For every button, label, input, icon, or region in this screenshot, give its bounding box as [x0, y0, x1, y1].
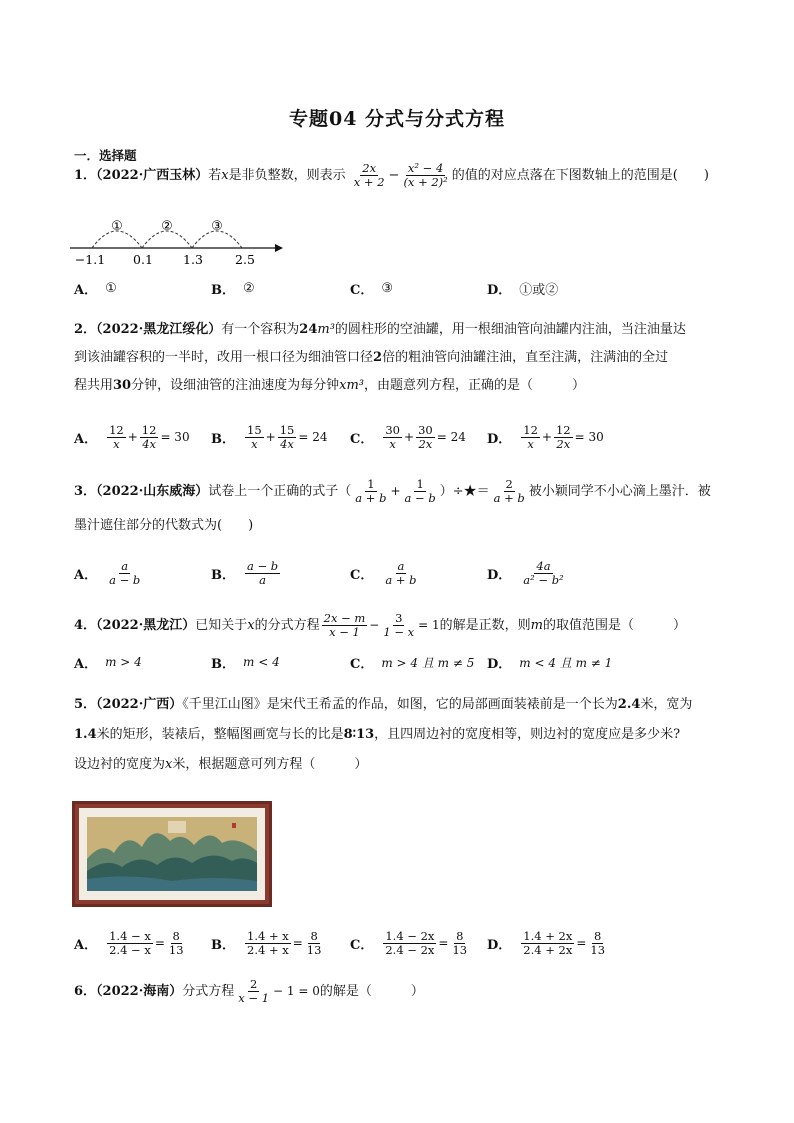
option-d[interactable]: D． $\frac{1.4 + 2x}{2.4 + 2x}$ = $\frac{8}{13}$ [487, 928, 606, 957]
question-source: （2022·海南） [96, 984, 183, 999]
option-a[interactable]: A． ① [74, 280, 117, 298]
tick-label: −1.1 [74, 252, 106, 267]
question-number: 5． [74, 697, 97, 712]
question-4: 4．（2022·黑龙江）已知关于x的分式方程 $\frac{2x - m}{x - 1}$ − $\frac{3}{1 - x}$ = 1的解是正数，则m的取值范围是（ ） [74, 611, 686, 639]
question-3: 3．（2022·山东威海）试卷上一个正确的式子（ $\frac{1}{a + b}$ + $\frac{1}{a - b}$ ）÷★＝ $\frac{2}{a + b}$ 被小颖同学不小心滴上墨汁．被 墨汁遮住部分的代数式为( ) [74, 477, 711, 533]
arc-label-2: ② [161, 219, 173, 234]
option-c[interactable]: C． m > 4 且 m ≠ 5 [350, 655, 475, 672]
question-text: 的值的对应点落在下图数轴上的范围是( ) [451, 168, 709, 183]
option-c[interactable]: C． $\frac{a}{a + b}$ [350, 558, 417, 587]
question-2: 2．（2022·黑龙江绥化）有一个容积为24m³的圆柱形的空油罐，用一根细油管向油罐内注油，当注油量达 到该油罐容积的一半时，改用一根口径为细油管口径2倍的粗油管向油罐注油，直至注满，注满油的全过 程共用30分钟，设细油管的注油速度为每分钟xm³，由题意列方程，正确的是（ ） [74, 322, 686, 393]
seal-mark [232, 823, 236, 828]
option-b[interactable]: B． $\frac{1.4 + x}{2.4 + x}$ = $\frac{8}{13}$ [211, 928, 322, 957]
option-b[interactable]: B． m < 4 [211, 655, 280, 672]
inscription-block [168, 821, 186, 833]
question-1 [74, 161, 724, 191]
option-a[interactable]: A． $\frac{12}{x}$ + $\frac{12}{4x}$ = 30 [74, 422, 190, 451]
page-title: 专题04 分式与分式方程 [288, 108, 506, 130]
variable: x [221, 168, 229, 183]
question-number: 2． [74, 322, 97, 337]
tick-label: 1.3 [183, 252, 203, 267]
operator: − [388, 168, 400, 183]
option-d[interactable]: D． ①或② [487, 282, 559, 298]
options-q3 [74, 558, 734, 588]
option-b[interactable]: B． ② [211, 280, 255, 298]
option-d[interactable]: D． m < 4 且 m ≠ 1 [487, 655, 613, 672]
question-number: 6． [74, 984, 97, 999]
question-source: （2022·山东威海） [96, 484, 209, 499]
option-d[interactable]: D． $\frac{4a}{\text{a² − b²}}$ [487, 558, 564, 587]
option-b[interactable]: B． $\frac{15}{x}$ + $\frac{15}{4x}$ = 24 [211, 422, 328, 451]
question-source: （2022·广西玉林） [96, 168, 209, 183]
arc-label-1: ① [111, 219, 123, 234]
arrow-icon [275, 244, 283, 252]
option-b[interactable]: B． $\frac{a - b}{a}$ [211, 558, 279, 587]
option-c[interactable]: C． ③ [350, 280, 394, 298]
tick-label: 0.1 [133, 252, 153, 267]
question-5: 5．（2022·广西）《千里江山图》是宋代王希孟的作品，如图，它的局部画面装裱前是一个长为2.4米，宽为 1.4米的矩形，装裱后，整幅图画宽与长的比是8∶13，且四周边衬的宽度相等，则边衬的宽度应是多少米? 设边衬的宽度为x米，根据题意可列方程（ ） [74, 697, 693, 772]
section-heading: 一．选择题 [74, 148, 137, 163]
number-line-figure [70, 210, 290, 272]
option-c[interactable]: C． $\frac{30}{x}$ + $\frac{30}{2x}$ = 24 [350, 422, 466, 451]
painting-figure [72, 801, 272, 907]
fraction: $\frac{\text{x² − 4}}{\text{(x + 2)²}}$ [403, 161, 448, 189]
options-q2 [74, 422, 734, 452]
option-a[interactable]: A． m > 4 [74, 655, 142, 672]
options-q4 [74, 647, 734, 677]
options-q1 [74, 273, 734, 303]
question-source: （2022·黑龙江） [96, 618, 196, 633]
fraction: $\frac{2x}{x + 2}$ [353, 161, 385, 189]
tick-label: 2.5 [235, 252, 255, 267]
option-a[interactable]: A． $\frac{a}{a - b}$ [74, 558, 141, 587]
question-6: 6．（2022·海南）分式方程 $\frac{2}{x - 1}$ − 1 = 0的解是（ ） [74, 977, 424, 1005]
arc-label-3: ③ [211, 219, 223, 234]
question-text: 若 [208, 168, 222, 183]
question-source: （2022·广西） [96, 697, 183, 712]
option-c[interactable]: C． $\frac{1.4 - 2x}{2.4 - 2x}$ = $\frac{8}{13}$ [350, 928, 468, 957]
question-text: 是非负整数，则表示 [228, 168, 346, 183]
options-q5 [74, 928, 734, 958]
question-number: 1． [74, 168, 97, 183]
question-number: 3． [74, 484, 97, 499]
option-a[interactable]: A． $\frac{1.4 - x}{2.4 - x}$ = $\frac{8}{13}$ [74, 928, 184, 957]
question-number: 4． [74, 618, 97, 633]
option-d[interactable]: D． $\frac{12}{x}$ + $\frac{12}{2x}$ = 30 [487, 422, 604, 451]
question-source: （2022·黑龙江绥化） [96, 322, 222, 337]
